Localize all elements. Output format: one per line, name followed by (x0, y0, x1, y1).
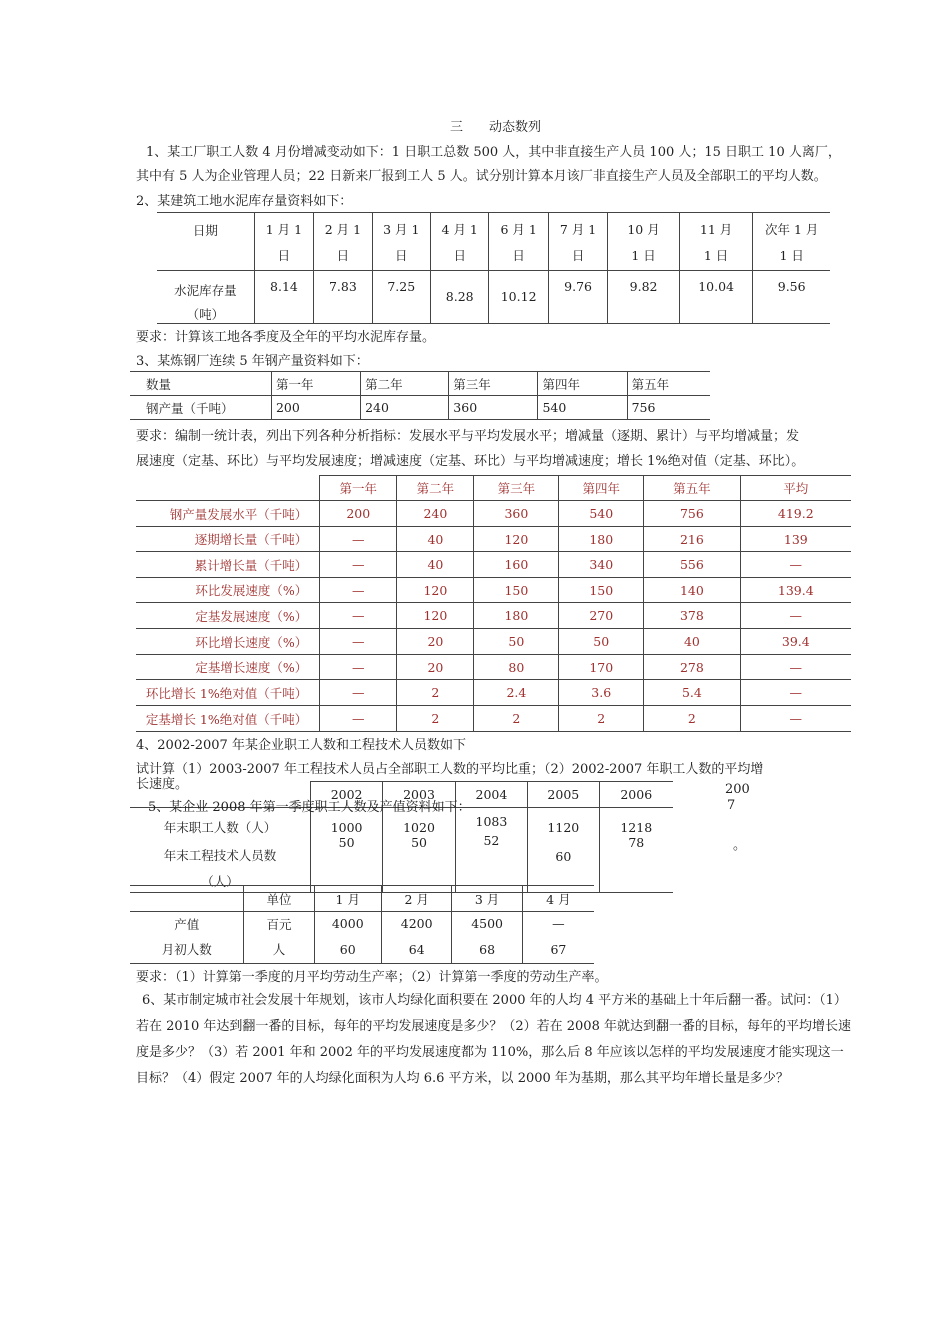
value-cell: 50 (559, 629, 644, 655)
value-cell: 4000 (314, 912, 381, 936)
q4-calc-line2: 长速度。 (136, 777, 189, 792)
output-table (130, 885, 594, 964)
q5-requirement: 要求：（1）计算第一季度的月平均劳动生产率；（2）计算第一季度的劳动生产率。 (136, 970, 608, 985)
q3-intro: 3、某炼钢厂连续 5 年钢产量资料如下： (136, 354, 369, 369)
q1-line1: 1、某工厂职工人数 4 月份增减变动如下：1 日职工总数 500 人，其中非直接生产人员 100 人；15 日职工 10 人离厂， (146, 145, 841, 160)
value-cell: 378 (644, 603, 740, 629)
value-cell: 240 (397, 501, 474, 527)
value-cell: 139.4 (740, 578, 851, 603)
table-row (130, 886, 594, 912)
table-row (136, 629, 851, 655)
date-cell: 次年 1 月 (764, 221, 819, 237)
date-cell: 1 日 (631, 247, 656, 263)
value-cell: 240 (361, 396, 449, 420)
value-cell: 540 (559, 501, 644, 527)
value-cell: — (320, 706, 397, 732)
value-cell: 120 (474, 527, 559, 552)
q3-req-line1: 要求：编制一统计表，列出下列各种分析指标：发展水平与平均发展水平；增减量（逐期、累计）与平均增减量；发 (136, 429, 800, 444)
value-cell: 40 (397, 552, 474, 578)
date-cell: 2 月 1 (324, 221, 362, 237)
year-cell: 2002 (310, 782, 382, 808)
value-cell: — (320, 629, 397, 655)
table-row (136, 527, 851, 552)
header-cell: 第二年 (397, 476, 474, 501)
year-cell: 2004 (455, 782, 527, 808)
date-cell: 10 月 (627, 221, 660, 237)
table-row (136, 552, 851, 578)
value-cell: 2 (474, 706, 559, 732)
header-cell: 数量 (130, 372, 271, 396)
value-cell: 180 (559, 527, 644, 552)
value-cell: 200 (271, 396, 360, 420)
value-cell: 8.14 (254, 271, 313, 324)
value-cell: 7.83 (314, 271, 372, 324)
value-cell: 52 (483, 833, 500, 848)
row-label: 逐期增长量（千吨） (136, 527, 320, 552)
value-cell: 百元 (244, 912, 314, 936)
header-cell: 2 月 (381, 886, 451, 912)
value-cell: 50 (411, 835, 427, 850)
row-label: 产值 (174, 916, 200, 932)
year-cell: 2005 (528, 782, 599, 808)
value-cell: 1218 (620, 820, 653, 835)
value-cell: 9.82 (608, 271, 680, 324)
table-row (136, 476, 851, 501)
value-cell: 9.76 (548, 271, 607, 324)
date-cell: 日 (453, 247, 466, 263)
q1-line2: 其中有 5 人为企业管理人员；22 日新来厂报到工人 5 人。试分别计算本月该厂非直接生产人员及全部职工的平均人数。 (136, 169, 827, 184)
value-cell: 419.2 (740, 501, 851, 527)
row-label: 水泥库存量 (174, 283, 237, 298)
date-cell: 1 月 1 (265, 221, 303, 237)
q2-intro: 2、某建筑工地水泥库存量资料如下： (136, 194, 353, 209)
analysis-table (136, 475, 851, 732)
value-cell: 2.4 (474, 680, 559, 706)
value-cell: 60 (555, 849, 572, 864)
cement-stock-table (157, 212, 830, 324)
table-row (157, 213, 830, 271)
value-cell: 120 (397, 578, 474, 603)
row-label: 钢产量（千吨） (130, 396, 271, 420)
header-cell: 第五年 (644, 476, 740, 501)
value-cell: 216 (644, 527, 740, 552)
q4-calc-line1: 试计算（1）2003-2007 年工程技术人员占全部职工人数的平均比重；（2）2002-2007 年职工人数的平均增 (136, 762, 764, 777)
value-cell: 50 (338, 835, 355, 850)
row-label: 年末职工人数（人） (163, 820, 277, 835)
row-label: 年末工程技术人员数 (163, 848, 277, 863)
value-cell: 756 (627, 396, 710, 420)
value-cell: 360 (474, 501, 559, 527)
table-row (130, 396, 710, 420)
value-cell: 278 (644, 655, 740, 680)
date-cell: 日 (512, 247, 525, 263)
year-cell: 2003 (383, 782, 455, 808)
value-cell: 9.56 (753, 271, 830, 324)
header-cell: 第三年 (449, 372, 538, 396)
value-cell: 160 (474, 552, 559, 578)
value-cell: 1120 (547, 820, 580, 835)
date-cell: 1 日 (779, 247, 804, 263)
value-cell: 64 (381, 936, 451, 964)
value-cell: — (740, 603, 851, 629)
table-row (136, 603, 851, 629)
row-label: 定基增长速度（%） (136, 655, 320, 680)
value-cell: 360 (449, 396, 538, 420)
value-cell: 1000 (330, 820, 363, 835)
header-cell: 第一年 (320, 476, 397, 501)
value-cell: 120 (397, 603, 474, 629)
value-cell: 756 (644, 501, 740, 527)
header-cell (130, 886, 244, 912)
q2-requirement: 要求：计算该工地各季度及全年的平均水泥库存量。 (136, 330, 436, 345)
row-label: 定基增长 1%绝对值（千吨） (136, 706, 320, 732)
header-cell: 平均 (740, 476, 851, 501)
table-row (136, 655, 851, 680)
table-row (157, 271, 830, 324)
value-cell: 68 (452, 936, 522, 964)
value-cell: 140 (644, 578, 740, 603)
row-label-unit: （吨） (186, 307, 225, 322)
value-cell: 3.6 (559, 680, 644, 706)
date-cell: 日 (336, 247, 350, 263)
value-cell: 270 (559, 603, 644, 629)
table-row (130, 912, 594, 936)
table-row (136, 680, 851, 706)
row-label: 环比增长 1%绝对值（千吨） (136, 680, 320, 706)
date-header: 日期 (157, 213, 254, 271)
value-cell: 50 (474, 629, 559, 655)
header-cell: 4 月 (522, 886, 594, 912)
header-cell: 第四年 (538, 372, 627, 396)
value-cell: 1083 (475, 814, 508, 829)
value-cell: 150 (559, 578, 644, 603)
header-cell: 3 月 (452, 886, 522, 912)
value-cell: 2 (644, 706, 740, 732)
value-cell: — (740, 706, 851, 732)
table-row (130, 808, 673, 893)
value-cell: 67 (522, 936, 594, 964)
header-cell: 单位 (244, 886, 314, 912)
value-cell: 7.25 (372, 271, 430, 324)
value-cell: 150 (474, 578, 559, 603)
row-label: 定基发展速度（%） (136, 603, 320, 629)
header-cell: 第一年 (271, 372, 360, 396)
date-cell: 4 月 1 (441, 221, 478, 237)
value-cell: — (320, 578, 397, 603)
value-cell: — (740, 655, 851, 680)
value-cell: 2 (397, 706, 474, 732)
value-cell: 人 (244, 936, 314, 964)
row-label: 累计增长量（千吨） (136, 552, 320, 578)
value-cell: 200 (320, 501, 397, 527)
value-cell: 556 (644, 552, 740, 578)
value-cell: 78 (628, 835, 645, 850)
value-cell: — (320, 527, 397, 552)
year-cell: 2006 (599, 782, 673, 808)
value-cell: 139 (740, 527, 851, 552)
value-cell: — (320, 680, 397, 706)
table-row (136, 501, 851, 527)
q3-req-line2: 展速度（定基、环比）与平均发展速度；增减速度（定基、环比）与平均增减速度；增长 1%绝对值（定基、环比）。 (136, 454, 805, 469)
steel-output-table (130, 371, 710, 420)
header-cell: 第四年 (559, 476, 644, 501)
value-cell: 4500 (452, 912, 522, 936)
value-cell: 40 (397, 527, 474, 552)
date-cell: 1 日 (703, 247, 729, 263)
table-row (136, 706, 851, 732)
value-cell: 10.12 (489, 271, 548, 324)
value-cell: 60 (314, 936, 381, 964)
row-label-unit: （人） (201, 874, 239, 889)
value-cell: 1020 (403, 820, 435, 835)
value-cell: — (740, 680, 851, 706)
value-cell: 8.28 (431, 271, 489, 324)
row-label: 环比增长速度（%） (136, 629, 320, 655)
value-cell: 340 (559, 552, 644, 578)
date-cell: 7 月 1 (559, 221, 597, 237)
q6-text: 6、某市制定城市社会发展十年规划，该市人均绿化面积要在 2000 年的人均 4 平方米的基础上十年后翻一番。试问：（1）若在 2010 年达到翻一番的目标，每年的平均发展速度是多少？（2）若在 2008 年就达到翻一番的目标，每年的平均增长速度是多少？（3）若 2001 年和 2002 年的平均发展速度都为 110%，那么后 8 年应该以怎样的平均发展速度才能实现这一目标？（4）假定 2007 年的人均绿化面积为人均 6.6 平方米，以 2000 年为基期，那么其平均年增长量是多少？ (136, 993, 851, 1086)
page-title: 三 动态数列 (450, 120, 542, 135)
table-row (130, 372, 710, 396)
header-cell: 第三年 (474, 476, 559, 501)
table-row (136, 578, 851, 603)
header-cell (136, 476, 320, 501)
staff-table (130, 781, 673, 893)
header-cell: 第五年 (627, 372, 710, 396)
value-cell: 5.4 (644, 680, 740, 706)
date-cell: 日 (277, 247, 291, 263)
row-label: 月初人数 (130, 936, 244, 964)
value-cell: 170 (559, 655, 644, 680)
value-cell: 180 (474, 603, 559, 629)
value-cell: 540 (538, 396, 627, 420)
date-cell: 日 (395, 247, 408, 263)
header-cell: 第二年 (361, 372, 449, 396)
value-cell: — (320, 655, 397, 680)
q5-intro: 5、某企业 2008 年第一季度职工人数及产值资料如下： (148, 800, 471, 815)
value-cell: 4200 (381, 912, 451, 936)
value-cell: 20 (397, 629, 474, 655)
value-cell: — (320, 552, 397, 578)
header-cell: 1 月 (314, 886, 381, 912)
value-cell: — (522, 912, 594, 936)
value-cell: 80 (474, 655, 559, 680)
value-cell: 10.04 (679, 271, 753, 324)
value-cell: 2 (397, 680, 474, 706)
year-2007-top: 200 (725, 782, 750, 797)
year-2007-bottom: 7 (727, 798, 736, 813)
date-cell: 6 月 1 (500, 221, 537, 237)
trailing-dot: 。 (733, 838, 747, 853)
value-cell: — (740, 552, 851, 578)
q4-intro: 4、2002-2007 年某企业职工人数和工程技术人员数如下 (136, 738, 466, 753)
value-cell: 2 (559, 706, 644, 732)
date-cell: 3 月 1 (383, 221, 420, 237)
value-cell: — (320, 603, 397, 629)
table-row (130, 936, 594, 964)
date-cell: 日 (571, 247, 585, 263)
row-label: 钢产量发展水平（千吨） (136, 501, 320, 527)
value-cell: 39.4 (740, 629, 851, 655)
row-label: 环比发展速度（%） (136, 578, 320, 603)
date-cell: 11 月 (699, 221, 733, 237)
value-cell: 20 (397, 655, 474, 680)
value-cell: 40 (644, 629, 740, 655)
